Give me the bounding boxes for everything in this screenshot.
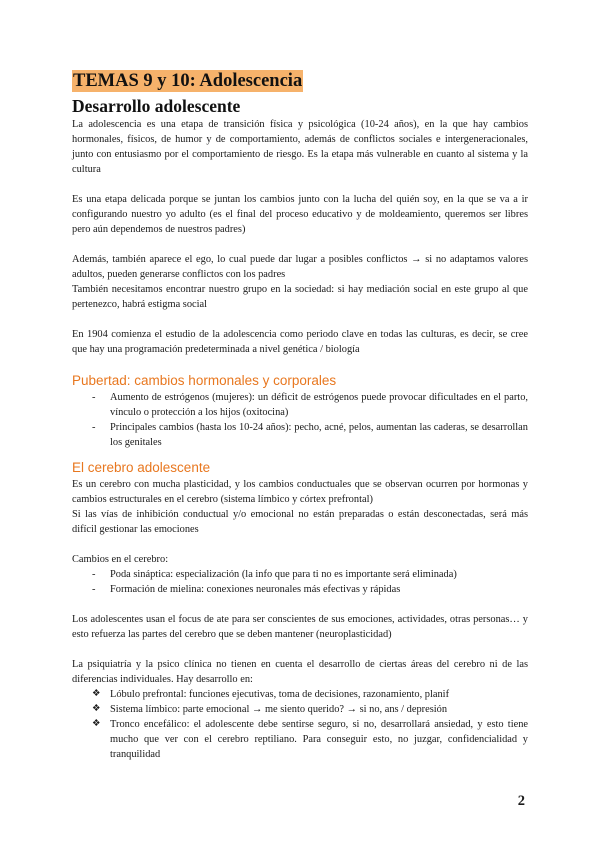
paragraph: La adolescencia es una etapa de transición física y psicológica (10-24 años), en la que hay cambios hormonales, físicos, de humor y de comportamiento, además de conflictos sociales e intergeneracionales, junto con entusiasmo por el comportamiento de riesgo. Es la etapa más vulnerable en cuanto al sistema y la cultura <box>72 119 528 175</box>
pubertad-list <box>72 390 528 450</box>
list-item: ❖ Tronco encefálico: el adolescente debe sentirse seguro, si no, desarrollará ansiedad, y esto tiene mucho que ver con el cerebro reptiliano. Para conseguir esto, no juzgar, confidencialidad y tranquilidad <box>92 719 528 760</box>
list-item: ❖ Sistema límbico: parte emocional → me siento querido? → si no, ans / depresión <box>92 704 448 715</box>
list-item: - Aumento de estrógenos (mujeres): un déficit de estrógenos puede provocar dificultades en el parto, vínculo o protección a los hijos (oxitocina) <box>92 390 528 420</box>
section-heading-desarrollo: Desarrollo adolescente <box>72 96 241 116</box>
paragraph: La psiquiatría y la psico clínica no tienen en cuenta el desarrollo de ciertas áreas del cerebro ni de las diferencias individuales. Hay desarrollo en: <box>72 659 528 685</box>
list-item: - Poda sináptica: especialización (la info que para ti no es importante será eliminada) <box>92 567 528 582</box>
list-item: - Principales cambios (hasta los 10-24 años): pecho, acné, pelos, aumentan las caderas, se desarrollan los genitales <box>92 420 528 450</box>
list-item: ❖ Lóbulo prefrontal: funciones ejecutivas, toma de decisiones, razonamiento, planif <box>92 689 450 700</box>
paragraph: Si las vías de inhibición conductual y/o emocional no están preparadas o están desconectadas, será más difícil gestionar las emociones <box>72 509 528 535</box>
page-title: TEMAS 9 y 10: Adolescencia <box>73 71 303 91</box>
paragraph: En 1904 comienza el estudio de la adolescencia como periodo clave en todas las culturas, es decir, se cree que hay una programación predeterminada a nivel genética / biología <box>72 329 528 355</box>
list-item: - Formación de mielina: conexiones neuronales más efectivas y rápidas <box>92 582 528 597</box>
section-heading-pubertad: Pubertad: cambios hormonales y corporales <box>72 373 337 388</box>
paragraph: Además, también aparece el ego, lo cual puede dar lugar a posibles conflictos → si no adaptamos valores adultos, pueden generarse conflictos con los padres <box>72 254 528 280</box>
diamond-bullet-icon: ❖ <box>92 689 101 699</box>
diamond-bullet-icon: ❖ <box>92 719 101 729</box>
page-number: 2 <box>517 793 525 809</box>
paragraph: Es una etapa delicada porque se juntan los cambios junto con la lucha del quién soy, en la que se va a ir configurando nuestro yo adulto (es el final del proceso educativo y de moldeamiento, queremos ser libres pero aún dependemos de nuestros padres) <box>72 194 528 235</box>
brain-changes-list <box>72 567 528 597</box>
brain-areas-list <box>72 687 528 762</box>
paragraph: Cambios en el cerebro: <box>72 554 169 565</box>
document-page <box>72 70 528 762</box>
paragraph: Es un cerebro con mucha plasticidad, y los cambios conductuales que se observan ocurren por hormonas y cambios estructurales en el cerebro (sistema límbico y córtex prefrontal) <box>72 479 528 505</box>
paragraph: También necesitamos encontrar nuestro grupo en la sociedad: si hay mediación social en este grupo al que pertenezco, habrá estigma social <box>72 284 528 310</box>
paragraph: Los adolescentes usan el focus de ate para ser conscientes de sus emociones, actividades, otras personas… y esto refuerza las partes del cerebro que se deben mantener (neuroplasticidad) <box>72 614 528 640</box>
section-heading-cerebro: El cerebro adolescente <box>72 460 211 475</box>
diamond-bullet-icon: ❖ <box>92 704 101 714</box>
